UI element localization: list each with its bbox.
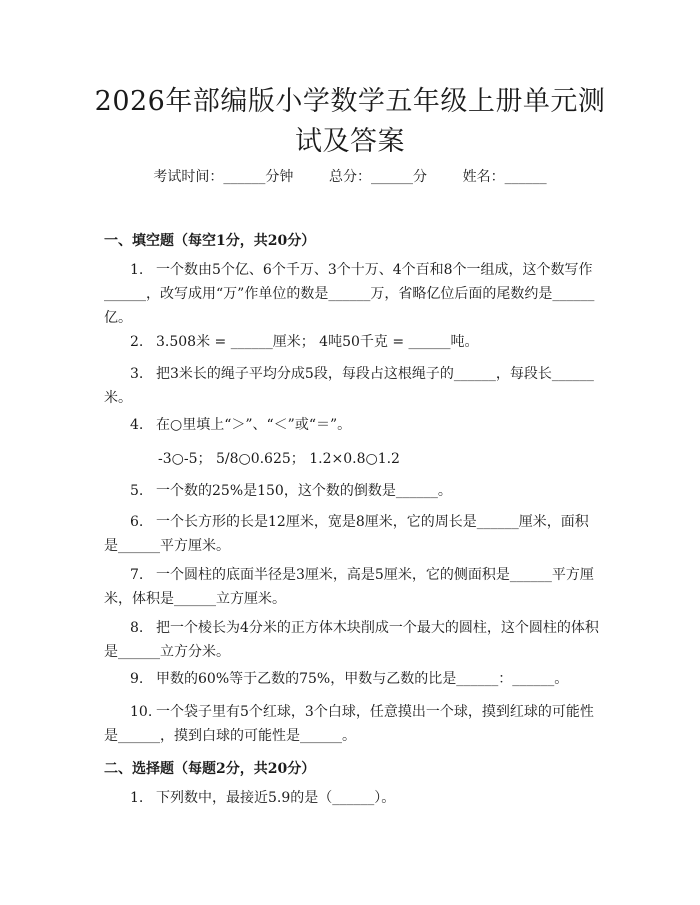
- question-item: [104, 413, 600, 437]
- exam-time-label: 考试时间：______分钟: [153, 169, 294, 185]
- question-item: [104, 330, 600, 354]
- question-text: 甲数的60%等于乙数的75%，甲数与乙数的比是______：______。: [156, 671, 569, 687]
- question-number: 5.: [130, 483, 144, 499]
- question-item: [104, 479, 600, 503]
- question-text: 下列数中，最接近5.9的是（______）。: [156, 790, 396, 806]
- question-number: 10.: [130, 704, 153, 720]
- question-text: 把一个棱长为4分米的正方体木块削成一个最大的圆柱，这个圆柱的体积是______立方分米。: [104, 620, 599, 660]
- question-item: [104, 700, 600, 748]
- page-title: 2026年部编版小学数学五年级上册单元测试及答案: [94, 86, 606, 157]
- question-item: [104, 362, 600, 410]
- question-text: 在○里填上“＞”、“＜”或“＝”。: [156, 417, 352, 433]
- student-name-label: 姓名：______: [462, 169, 547, 185]
- question-number: 3.: [130, 366, 144, 382]
- question-item: [104, 563, 600, 611]
- total-score-label: 总分：______分: [329, 169, 427, 185]
- question-text: 一个数由5个亿、6个千万、3个十万、4个百和8个一组成，这个数写作______，改写成用“万”作单位的数是______万，省略亿位后面的尾数约是______亿。: [104, 262, 595, 326]
- question-text: 把3米长的绳子平均分成5段，每段占这根绳子的______，每段长______米。: [104, 366, 594, 406]
- question-item: [104, 616, 600, 664]
- question-number: 1.: [130, 790, 144, 806]
- question-number: 2.: [130, 334, 144, 350]
- section-heading-fill-in: 一、填空题（每空1分，共20分）: [104, 233, 316, 249]
- question-number: 1.: [130, 262, 144, 278]
- question-item: [104, 667, 600, 691]
- question-text: 一个长方形的长是12厘米，宽是8厘米，它的周长是______厘米，面积是______平方厘米。: [104, 514, 589, 554]
- question-text: 3.508米 = ______厘米； 4吨50千克 = ______吨。: [156, 334, 479, 350]
- question-number: 9.: [130, 671, 144, 687]
- question-number: 6.: [130, 514, 144, 530]
- question-number: 7.: [130, 567, 144, 583]
- question-item: [104, 510, 600, 558]
- comparison-expressions: -3○-5； 5/8○0.625； 1.2×0.8○1.2: [158, 451, 400, 467]
- exam-meta: [0, 167, 700, 187]
- question-item: [104, 786, 600, 810]
- section-heading-multiple-choice: 二、选择题（每题2分，共20分）: [104, 761, 316, 777]
- question-number: 8.: [130, 620, 144, 636]
- question-number: 4.: [130, 417, 144, 433]
- question-text: 一个数的25%是150，这个数的倒数是______。: [156, 483, 452, 499]
- question-text: 一个圆柱的底面半径是3厘米，高是5厘米，它的侧面积是______平方厘米，体积是______立方厘米。: [104, 567, 594, 607]
- question-text: 一个袋子里有5个红球，3个白球，任意摸出一个球，摸到红球的可能性是______，摸到白球的可能性是______。: [104, 704, 594, 744]
- question-item: [104, 258, 600, 330]
